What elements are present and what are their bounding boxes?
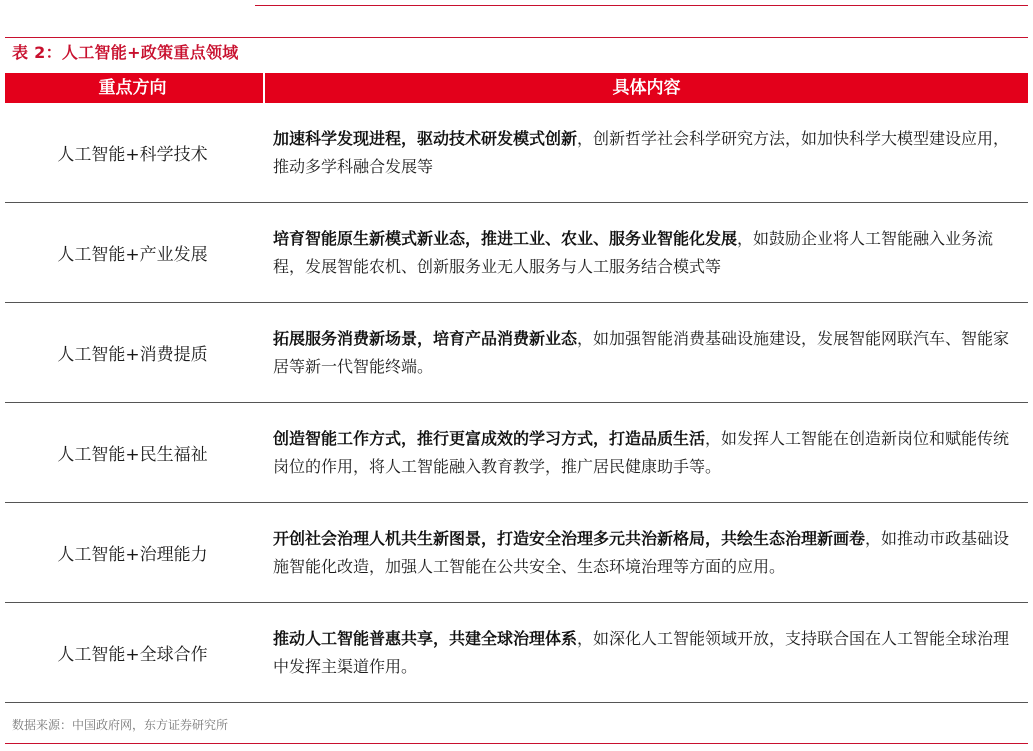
table-body	[5, 103, 1028, 703]
data-source: 数据来源：中国政府网，东方证券研究所	[12, 718, 229, 732]
row-direction: 人工智能+科学技术	[57, 145, 208, 165]
row-content-bold: 开创社会治理人机共生新图景，打造安全治理多元共治新格局，共绘生态治理新画卷	[273, 528, 866, 548]
table-row	[5, 303, 1028, 403]
row-content	[273, 403, 1020, 502]
top-rule	[255, 5, 1028, 6]
header-direction: 重点方向	[98, 78, 167, 98]
row-content	[273, 303, 1020, 402]
row-content	[273, 603, 1020, 702]
row-content-bold: 培育智能原生新模式新业态，推进工业、农业、服务业智能化发展	[273, 228, 738, 248]
row-direction: 人工智能+全球合作	[57, 645, 208, 665]
row-content	[273, 103, 1020, 202]
table-row	[5, 603, 1028, 703]
row-content-bold: 创造智能工作方式，推行更富成效的学习方式，打造品质生活	[273, 428, 706, 448]
row-content-rest: ，如深化人工智能领域开放，支持联合国在人工智能全球治理中发挥主渠道作用。	[273, 628, 1010, 676]
row-content-bold: 推动人工智能普惠共享，共建全球治理体系	[273, 628, 578, 648]
row-direction: 人工智能+消费提质	[57, 345, 208, 365]
row-content	[273, 203, 1020, 302]
row-content	[273, 503, 1020, 602]
bottom-rule	[5, 743, 1028, 744]
row-content-bold: 加速科学发现进程，驱动技术研发模式创新	[273, 128, 578, 148]
table-row	[5, 403, 1028, 503]
header-content: 具体内容	[612, 78, 681, 98]
row-direction: 人工智能+产业发展	[57, 245, 208, 265]
row-content-bold: 拓展服务消费新场景，培育产品消费新业态	[273, 328, 578, 348]
row-content-rest: ，如发挥人工智能在创造新岗位和赋能传统岗位的作用，将人工智能融入教育教学，推广居民健康助手等。	[273, 428, 1010, 476]
row-content-rest: ，如推动市政基础设施智能化改造，加强人工智能在公共安全、生态环境治理等方面的应用。	[273, 528, 1010, 576]
row-content-rest: ，如加强智能消费基础设施建设，发展智能网联汽车、智能家居等新一代智能终端。	[273, 328, 1010, 376]
table-title: 表 2：人工智能+政策重点领域	[12, 43, 239, 62]
title-rule	[5, 37, 1028, 38]
row-direction: 人工智能+治理能力	[57, 545, 208, 565]
row-content-rest: ，如鼓励企业将人工智能融入业务流程，发展智能农机、创新服务业无人服务与人工服务结合模式等	[273, 228, 994, 276]
table-header	[5, 73, 1028, 103]
table-row	[5, 103, 1028, 203]
table-row	[5, 203, 1028, 303]
row-direction: 人工智能+民生福祉	[57, 445, 208, 465]
row-content-rest: ，创新哲学社会科学研究方法，如加快科学大模型建设应用，推动多学科融合发展等	[273, 128, 1010, 176]
table-row	[5, 503, 1028, 603]
